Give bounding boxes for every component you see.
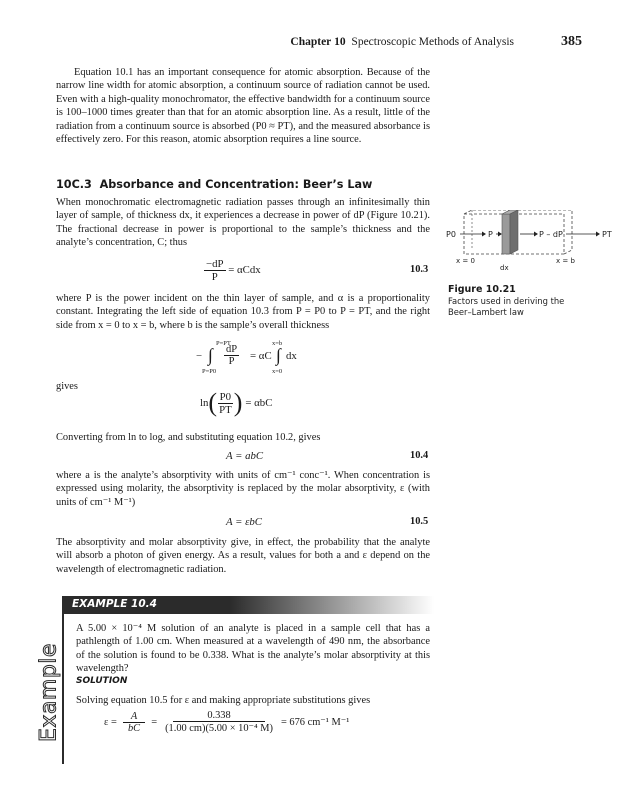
running-header: [0, 36, 640, 56]
thin-layer-front: [502, 214, 510, 254]
solution-eq-sign: =: [151, 716, 158, 728]
eq-denominator: P: [211, 271, 218, 283]
solution-label: SOLUTION: [76, 676, 128, 686]
paragraph-4: where a is the analyte’s absorptivity with units of cm⁻¹ conc⁻¹. When concentration is expressed using molarity, the absorptivity is replaced by the molar absorptivity, ε (with units of cm⁻¹ M⁻¹): [56, 470, 430, 508]
ln-numerator: P0: [219, 390, 232, 403]
integral-numerator: dP: [226, 344, 238, 355]
beer-lambert-diagram: [446, 210, 622, 274]
label-pt: PT: [602, 230, 612, 239]
arrow-head-p: [498, 232, 502, 237]
integral-minus: −: [196, 350, 203, 362]
arrow-head-p-dp: [534, 232, 538, 237]
solution-text: Solving equation 10.5 for ε and making appropriate substitutions gives: [76, 695, 371, 706]
integral-upper-left: P=PT: [216, 340, 231, 347]
equation-10-4: A = abC: [226, 450, 264, 462]
integral-denominator: P: [228, 356, 235, 367]
solution-num1: A: [123, 711, 145, 723]
label-x0: x = 0: [456, 257, 475, 265]
eq-numerator: −dP: [206, 258, 224, 270]
paragraph-5: The absorptivity and molar absorptivity give, in effect, the probability that the analyte will absorb a photon of given energy. As a result, values for both a and ε depend on the wavelength of electromagnetic radiation.: [56, 537, 430, 575]
solution-lhs: ε =: [104, 716, 117, 728]
chapter-title: Chapter 10 Spectroscopic Methods of Analysis: [290, 36, 514, 48]
equation-number-10-4: 10.4: [410, 450, 429, 461]
integral-lower-left: P=P0: [202, 368, 217, 375]
paragraph-2: where P is the power incident on the thin layer of sample, and α is a proportionality constant. Integrating the left side of equation 10.3 from P = P0 to P = PT, and the right side from x = 0 to x = b, where b is the sample’s overall thickness: [56, 293, 430, 331]
integral-lower-right: x=0: [272, 368, 283, 375]
gives-label: gives: [56, 381, 78, 392]
solution-equation: [104, 710, 349, 734]
label-p: P: [488, 230, 493, 239]
paragraph-3: Converting from ln to log, and substituting equation 10.2, gives: [56, 432, 321, 443]
example-side-label: Example: [36, 643, 62, 742]
label-p-minus-dp: P – dP: [539, 230, 563, 239]
integral-mid: = αC: [250, 350, 272, 362]
equation-number-10-5: 10.5: [410, 516, 429, 527]
thin-layer-side: [510, 210, 518, 254]
example-title: EXAMPLE 10.4: [72, 598, 157, 610]
solution-den1: bC: [127, 722, 141, 734]
ln-equation: [200, 390, 272, 416]
example-title-bar: [62, 596, 434, 614]
equation-number-10-3: 10.3: [410, 264, 429, 275]
ln-label: ln: [200, 397, 209, 409]
ln-paren-open: (: [208, 388, 218, 417]
integral-equation: [196, 338, 316, 378]
solution-num2: 0.338: [173, 710, 264, 722]
label-dx: dx: [500, 264, 509, 272]
paragraph-1: When monochromatic electromagnetic radiation passes through an infinitesimally thin layer of sample, of thickness dx, it experiences a decrease in power of dP (Figure 10.21). The fractional decrease in power is proportional to the sample’s thickness and the analyte’s concentration, C; thus: [56, 197, 430, 249]
label-p0: P0: [446, 230, 456, 239]
integral-sign-left: ∫: [208, 345, 213, 365]
solution-result: = 676 cm⁻¹ M⁻¹: [280, 717, 350, 728]
integral-integrand: dx: [286, 350, 297, 362]
ln-denominator: PT: [219, 403, 232, 416]
ln-rhs: = αbC: [245, 397, 273, 409]
equation-10-5: A = εbC: [226, 516, 262, 528]
example-rule: [62, 596, 64, 764]
eq-rhs: = αCdx: [228, 263, 261, 276]
example-problem: A 5.00 × 10⁻⁴ M solution of an analyte is placed in a sample cell that has a pathlength of 1.00 cm. When measured at a wavelength of 490 nm, the absorbance of the solution is found to be 0.338. What is the analyte’s molar absorptivity at this wavelength?: [76, 623, 430, 675]
arrow-head-pt: [596, 232, 600, 237]
integral-upper-right: x=b: [272, 340, 283, 347]
solution-den2: (1.00 cm)(5.00 × 10⁻⁴ M): [165, 723, 273, 734]
example-side-label-box: [28, 590, 62, 760]
section-heading: 10C.3 Absorbance and Concentration: Beer’s Law: [56, 178, 373, 191]
intro-paragraph: Equation 10.1 has an important consequence for atomic absorption. Because of the narrow line width for atomic absorption, a continuum source of radiation cannot be used. Even with a high-quality monochromator, the effective bandwidth for a continuum source is 100–1000 times greater than that for an atomic absorption line. As a result, little of the radiation from a continuum source is absorbed (P0 ≈ PT), and the measured absorbance is effectively zero. For this reason, atomic absorption requires a line source.: [56, 67, 430, 146]
label-xb: x = b: [556, 257, 575, 265]
ln-paren-close: ): [233, 388, 243, 417]
integral-sign-right: ∫: [276, 345, 281, 365]
figure-caption-label: Figure 10.21: [448, 284, 516, 295]
figure-caption-text: Factors used in deriving the Beer–Lambert law: [448, 296, 565, 317]
arrow-head-p0: [482, 232, 486, 237]
equation-10-3: [204, 258, 261, 283]
page-number: 385: [561, 34, 582, 49]
